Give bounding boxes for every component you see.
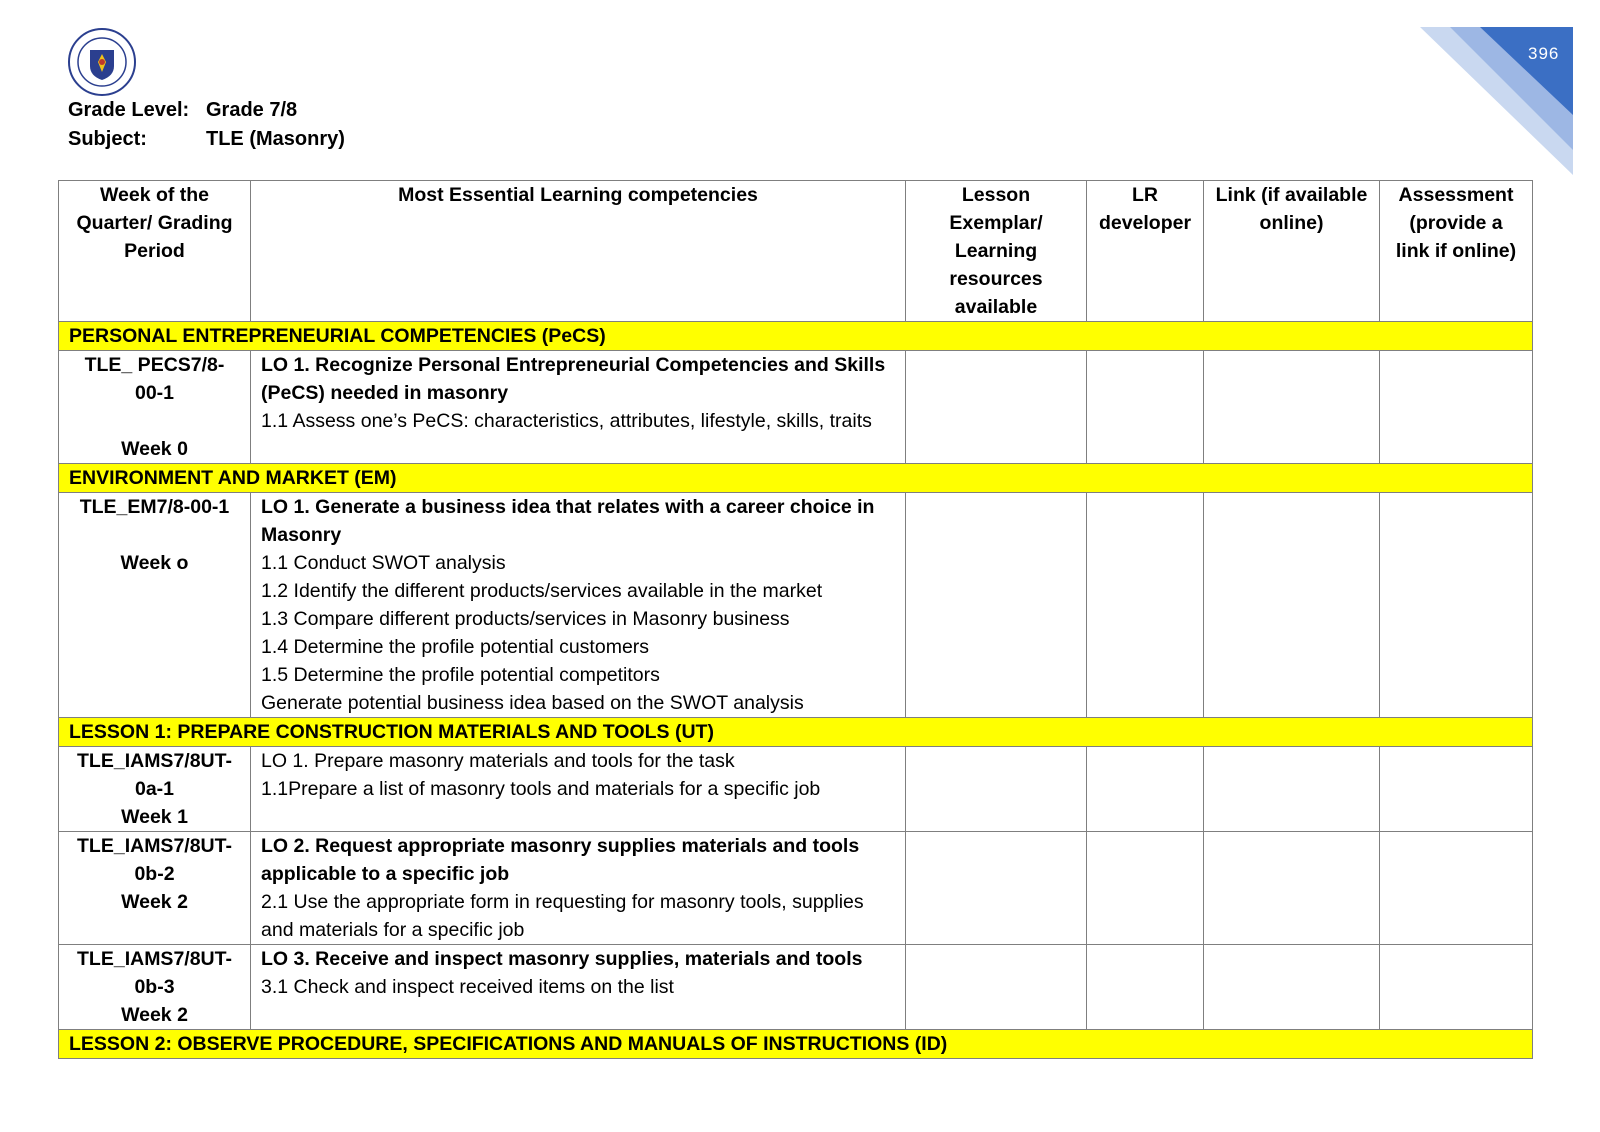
header-row — [59, 181, 1533, 322]
document-meta — [68, 96, 345, 154]
empty-cell — [1087, 493, 1204, 718]
empty-cell — [906, 351, 1087, 464]
empty-cell — [1204, 832, 1380, 945]
empty-cell — [906, 832, 1087, 945]
competency-line: 1.1 Conduct SWOT analysis — [261, 552, 506, 574]
competency-line: 1.1 Assess one’s PeCS: characteristics, attributes, lifestyle, skills, traits — [261, 410, 872, 432]
table-row — [59, 945, 1533, 1030]
competency-line: 1.2 Identify the different products/services available in the market — [261, 580, 823, 602]
spacer — [63, 521, 246, 549]
week-text: Week 2 — [121, 1004, 188, 1026]
empty-cell — [1087, 945, 1204, 1030]
header-link: Link (if available online) — [1204, 181, 1380, 322]
competency-line: 3.1 Check and inspect received items on the list — [261, 976, 674, 998]
week-text: Week 1 — [121, 806, 188, 828]
section-title: PERSONAL ENTREPRENEURIAL COMPETENCIES (PeCS) — [59, 322, 1533, 351]
week-text: Week o — [120, 552, 189, 574]
competency-line: Generate potential business idea based on the SWOT analysis — [261, 692, 804, 714]
header-lesson-exemplar: Lesson Exemplar/ Learning resources available — [906, 181, 1087, 322]
empty-cell — [1380, 493, 1533, 718]
empty-cell — [906, 945, 1087, 1030]
code-text: TLE_ PECS7/8- — [84, 354, 225, 376]
competency-title: LO 2. Request appropriate masonry supplies materials and tools applicable to a specific job — [261, 835, 860, 885]
competency-line: 1.4 Determine the profile potential customers — [261, 636, 650, 658]
competency-cell — [251, 945, 906, 1030]
competency-cell — [251, 747, 906, 832]
empty-cell — [1380, 747, 1533, 832]
melc-table — [58, 180, 1533, 1059]
code-text: TLE_IAMS7/8UT- — [77, 948, 232, 970]
empty-cell — [906, 747, 1087, 832]
code-cell — [59, 747, 251, 832]
code-text: 00-1 — [134, 382, 175, 404]
grade-label: Grade Level: — [68, 99, 190, 121]
empty-cell — [1380, 945, 1533, 1030]
code-text: TLE_IAMS7/8UT- — [77, 835, 232, 857]
code-cell — [59, 351, 251, 464]
section-title: ENVIRONMENT AND MARKET (EM) — [59, 464, 1533, 493]
table-row — [59, 747, 1533, 832]
competency-line: 1.1Prepare a list of masonry tools and materials for a specific job — [261, 778, 821, 800]
header-week: Week of the Quarter/ Grading Period — [59, 181, 251, 322]
subject-row — [68, 125, 345, 154]
code-text: 0b-2 — [134, 863, 175, 885]
table-row — [59, 832, 1533, 945]
competency-cell — [251, 493, 906, 718]
code-cell — [59, 493, 251, 718]
code-cell — [59, 945, 251, 1030]
grade-value: Grade 7/8 — [206, 99, 298, 121]
section-row — [59, 464, 1533, 493]
code-text: 0b-3 — [134, 976, 175, 998]
section-row — [59, 1030, 1533, 1059]
empty-cell — [1204, 351, 1380, 464]
section-row — [59, 718, 1533, 747]
empty-cell — [906, 493, 1087, 718]
competency-title: LO 1. Recognize Personal Entrepreneurial Competencies and Skills (PeCS) needed in masonry — [261, 354, 886, 404]
code-text: TLE_IAMS7/8UT- — [77, 750, 232, 772]
section-row — [59, 322, 1533, 351]
competency-line: 2.1 Use the appropriate form in requesting for masonry tools, supplies and materials for a specific job — [261, 891, 864, 941]
header-lr-developer: LR developer — [1087, 181, 1204, 322]
competency-line: 1.5 Determine the profile potential competitors — [261, 664, 660, 686]
deped-seal-logo — [68, 28, 136, 96]
empty-cell — [1087, 747, 1204, 832]
spacer — [63, 407, 246, 435]
empty-cell — [1380, 832, 1533, 945]
competency-line: 1.3 Compare different products/services in Masonry business — [261, 608, 790, 630]
competency-title: LO 1. Generate a business idea that relates with a career choice in Masonry — [261, 496, 875, 546]
competency-cell — [251, 351, 906, 464]
subject-label: Subject: — [68, 128, 147, 150]
header-assessment: Assessment (provide a link if online) — [1380, 181, 1533, 322]
week-text: Week 0 — [121, 438, 188, 460]
code-cell — [59, 832, 251, 945]
empty-cell — [1087, 832, 1204, 945]
table-row — [59, 351, 1533, 464]
competency-title: LO 3. Receive and inspect masonry supplies, materials and tools — [261, 948, 863, 970]
empty-cell — [1204, 747, 1380, 832]
empty-cell — [1380, 351, 1533, 464]
competency-line: LO 1. Prepare masonry materials and tools for the task — [261, 750, 735, 772]
empty-cell — [1087, 351, 1204, 464]
week-text: Week 2 — [121, 891, 188, 913]
subject-value: TLE (Masonry) — [206, 128, 345, 150]
header-melc: Most Essential Learning competencies — [251, 181, 906, 322]
table-row — [59, 493, 1533, 718]
code-text: TLE_EM7/8-00-1 — [79, 496, 230, 518]
grade-row — [68, 96, 345, 125]
competency-cell — [251, 832, 906, 945]
corner-decoration — [1340, 0, 1600, 190]
empty-cell — [1204, 493, 1380, 718]
code-text: 0a-1 — [134, 778, 175, 800]
empty-cell — [1204, 945, 1380, 1030]
page-number: 396 — [1528, 44, 1560, 63]
section-title: LESSON 1: PREPARE CONSTRUCTION MATERIALS AND TOOLS (UT) — [59, 718, 1533, 747]
section-title: LESSON 2: OBSERVE PROCEDURE, SPECIFICATIONS AND MANUALS OF INSTRUCTIONS (ID) — [59, 1030, 1533, 1059]
